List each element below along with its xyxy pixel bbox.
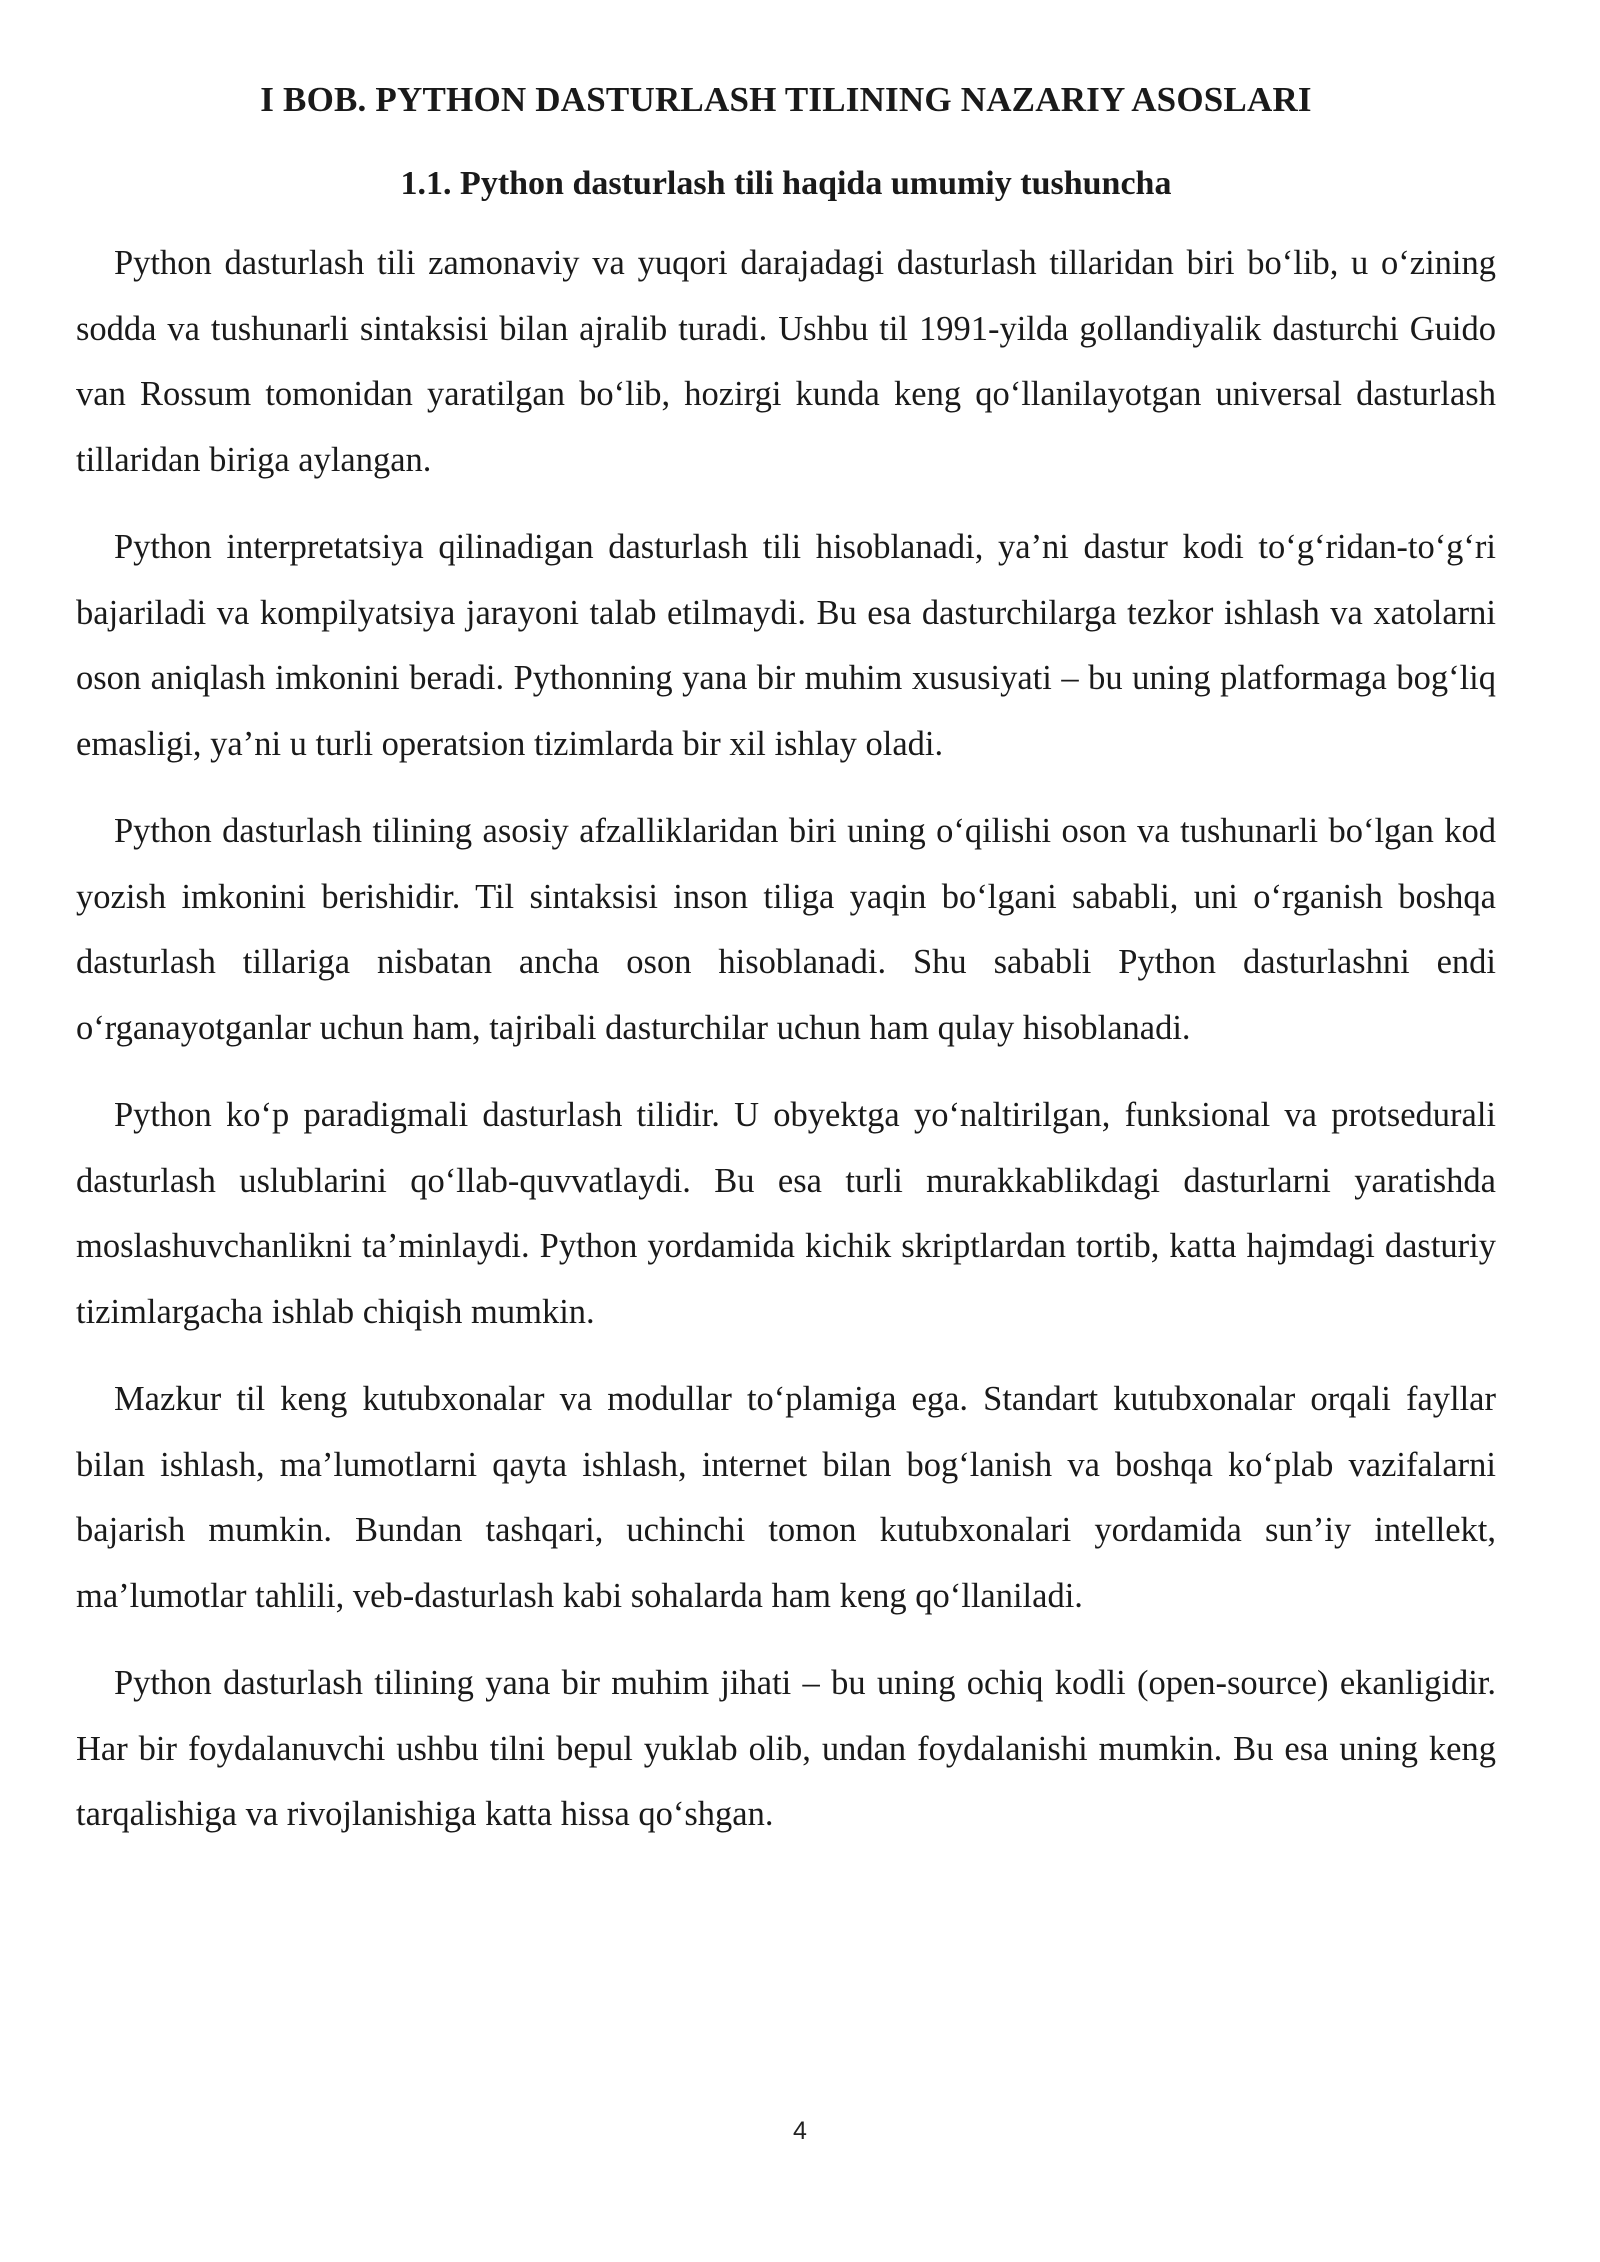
page-number: 4 <box>793 2117 807 2145</box>
body-text <box>76 231 1496 1848</box>
paragraph-3: Python dasturlash tilining asosiy afzalliklaridan biri uning o‘qilishi oson va tushunarli bo‘lgan kod yozish imkonini berishidir. Til sintaksisi inson tiliga yaqin bo‘lgani sababli, uni o‘rganish boshqa dasturlash tillariga nisbatan ancha oson hisoblanadi. Shu sababli Python dasturlashni endi o‘rganayotganlar uchun ham, tajribali dasturchilar uchun ham qulay hisoblanadi. <box>76 812 1496 1047</box>
section-title: 1.1. Python dasturlash tili haqida umumiy tushuncha <box>400 165 1172 202</box>
chapter-title: I BOB. PYTHON DASTURLASH TILINING NAZARIY ASOSLARI <box>260 80 1312 119</box>
paragraph-6: Python dasturlash tilining yana bir muhim jihati – bu uning ochiq kodli (open-source) ekanligidir. Har bir foydalanuvchi ushbu tilni bepul yuklab olib, undan foydalanishi mumkin. Bu esa uning keng tarqalishiga va rivojlanishiga katta hissa qo‘shgan. <box>76 1664 1496 1833</box>
paragraph-4: Python ko‘p paradigmali dasturlash tilidir. U obyektga yo‘naltirilgan, funksional va protsedurali dasturlash uslublarini qo‘llab-quvvatlaydi. Bu esa turli murakkablikdagi dasturlarni yaratishda moslashuvchanlikni ta’minlaydi. Python yordamida kichik skriptlardan tortib, katta hajmdagi dasturiy tizimlargacha ishlab chiqish mumkin. <box>76 1096 1496 1331</box>
paragraph-5: Mazkur til keng kutubxonalar va modullar to‘plamiga ega. Standart kutubxonalar orqali fayllar bilan ishlash, ma’lumotlarni qayta ishlash, internet bilan bog‘lanish va boshqa ko‘plab vazifalarni bajarish mumkin. Bundan tashqari, uchinchi tomon kutubxonalari yordamida sun’iy intellekt, ma’lumotlar tahlili, veb-dasturlash kabi sohalarda ham keng qo‘llaniladi. <box>76 1380 1496 1615</box>
paragraph-2: Python interpretatsiya qilinadigan dasturlash tili hisoblanadi, ya’ni dastur kodi to‘g‘ridan-to‘g‘ri bajariladi va kompilyatsiya jarayoni talab etilmaydi. Bu esa dasturchilarga tezkor ishlash va xatolarni oson aniqlash imkonini beradi. Pythonning yana bir muhim xususiyati – bu uning platformaga bog‘liq emasligi, ya’ni u turli operatsion tizimlarda bir xil ishlay oladi. <box>76 528 1496 763</box>
paragraph-1: Python dasturlash tili zamonaviy va yuqori darajadagi dasturlash tillaridan biri bo‘lib, u o‘zining sodda va tushunarli sintaksisi bilan ajralib turadi. Ushbu til 1991-yilda gollandiyalik dasturchi Guido van Rossum tomonidan yaratilgan bo‘lib, hozirgi kunda keng qo‘llanilayotgan universal dasturlash tillaridan biriga aylangan. <box>76 244 1496 479</box>
document-page <box>76 0 1496 2262</box>
